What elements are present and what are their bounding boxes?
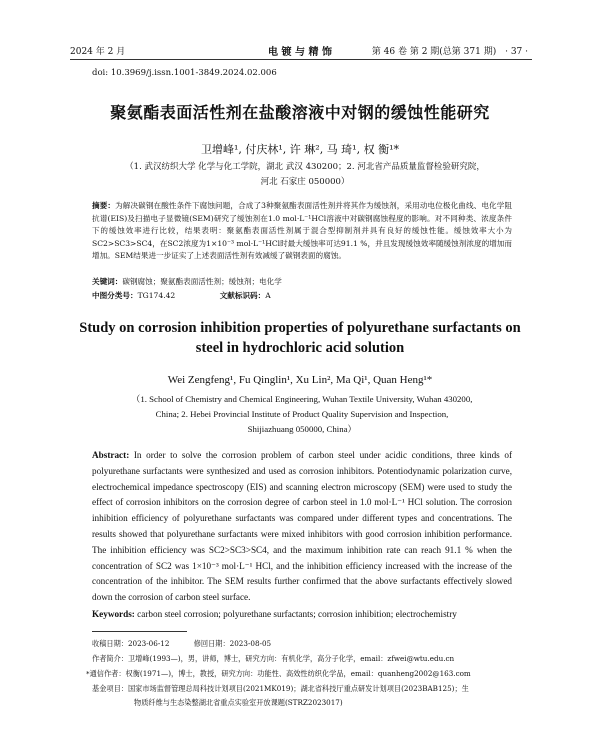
- document-id-value: A: [265, 291, 271, 300]
- funding-line: 物质纤维与生态染整湖北省重点实验室开放课题(STRZ2023017): [134, 698, 343, 707]
- english-affiliation-line: Shijiazhuang 050000, China）: [247, 424, 357, 434]
- chinese-keywords-text: 碳钢腐蚀；聚氨酯表面活性剂；缓蚀剂；电化学: [122, 277, 282, 286]
- classification-value: TG174.42: [137, 291, 176, 300]
- header-volume-page: [372, 44, 528, 57]
- chinese-title: 聚氨酯表面活性剂在盐酸溶液中对钢的缓蚀性能研究: [110, 103, 490, 122]
- header-rule: [70, 59, 532, 60]
- english-keywords: [92, 609, 457, 619]
- chinese-affiliation-line: （1. 武汉纺织大学 化学与化工学院，湖北 武汉 430200；2. 河北省产品质量监督检验研究院，: [125, 162, 485, 172]
- funding-label: 基金项目：: [92, 684, 128, 693]
- header-page-number: · 37 ·: [505, 47, 528, 57]
- chinese-keywords: [92, 276, 282, 287]
- english-affiliation-line: （1. School of Chemistry and Chemical Engineering, Wuhan Textile University, Wuhan 430200,: [131, 394, 473, 404]
- chinese-abstract-label: 摘要：: [92, 201, 116, 210]
- footnote-dates: [92, 638, 522, 649]
- header-journal-name: 电 镀 与 精 饰: [268, 47, 332, 58]
- chinese-abstract: [92, 200, 512, 263]
- footnote-rule: [92, 631, 187, 632]
- document-id-label: 文献标识码：: [219, 291, 266, 300]
- chinese-keywords-label: 关键词：: [92, 277, 123, 286]
- received-date: 2023-06-12: [127, 639, 170, 648]
- english-title-line: Study on corrosion inhibition properties of polyurethane surfactants on: [79, 320, 521, 336]
- english-authors: Wei Zengfeng¹, Fu Qinglin¹, Xu Lin², Ma Qi¹, Quan Heng¹*: [167, 374, 433, 386]
- chinese-classification: [92, 290, 271, 301]
- english-title-line: steel in hydrochloric acid solution: [195, 340, 405, 356]
- received-label: 收稿日期：: [92, 639, 128, 648]
- classification-label: 中图分类号：: [92, 291, 138, 300]
- author-info: 卫增峰(1993—)，男，讲师，博士，研究方向：有机化学，高分子化学，email：zfwei@wtu.edu.cn: [127, 654, 455, 663]
- footnote-corresponding: [86, 668, 516, 679]
- english-keywords-text: carbon steel corrosion; polyurethane surfactants; corrosion inhibition; electrochemistry: [137, 609, 457, 619]
- english-keywords-label: Keywords:: [92, 609, 135, 619]
- corresponding-label: *通信作者：: [86, 669, 126, 678]
- header-issue-date: 2024 年 2 月: [70, 47, 126, 57]
- footnote-funding: [92, 683, 522, 708]
- chinese-affiliations: [100, 160, 510, 190]
- corresponding-info: 权衡(1971—)，博士，教授，研究方向：功能性、高效性纺织化学品，email：quanheng2002@163.com: [125, 669, 471, 678]
- chinese-affiliation-line: 河北 石家庄 050000）: [260, 177, 350, 187]
- english-abstract: [92, 448, 512, 606]
- english-abstract-text: In order to solve the corrosion problem of carbon steel under acidic conditions, three kinds of polyurethane surfactants were synthesized and used as corrosion inhibitors. Potentiodynamic polarization curve, electrochemical impedance spectroscopy (EIS) and scanning electron microscopy (SEM) were used to study the effect of corrosion inhibitors on the corrosion degree of carbon steel in 1.0 mol·L⁻¹ HCl solution. The corrosion inhibition efficiency of polyurethane surfactants was compared under different types and concentrations. The results showed that polyurethane surfactants were mixed inhibitors with good corrosion inhibition performance. The inhibition efficiency was SC2>SC3>SC4, and the maximum inhibition rate can reach 91.1 % when the concentration of SC2 was 1×10⁻³ mol·L⁻¹ HCl, and the inhibition efficiency increased with the increase of the concentration of the inhibitor. The SEM results further confirmed that the above surfactants effectively slowed down the corrosion of carbon steel surface.: [92, 450, 513, 603]
- author-info-label: 作者简介：: [92, 654, 128, 663]
- english-abstract-label: Abstract:: [92, 450, 130, 460]
- header-volume-info: 第 46 卷 第 2 期(总第 371 期): [371, 47, 497, 57]
- funding-line: 国家市场监督管理总局科技计划项目(2021MK019)；湖北省科技厅重点研发计划项目(2023BAB125)；生: [127, 684, 469, 693]
- revised-label: 修回日期：: [193, 639, 230, 648]
- english-title: [0, 318, 600, 358]
- revised-date: 2023-08-05: [229, 639, 272, 648]
- english-affiliation-line: China; 2. Hebei Provincial Institute of Product Quality Supervision and Inspection,: [155, 409, 449, 419]
- doi[interactable]: doi: 10.3969/j.issn.1001-3849.2024.02.006: [92, 68, 277, 78]
- chinese-authors: 卫增峰¹, 付庆林¹, 许 琳², 马 琦¹, 权 衡¹*: [200, 143, 399, 156]
- chinese-abstract-text: 为解决碳钢在酸性条件下腐蚀问题，合成了3种聚氨酯表面活性剂并将其作为缓蚀剂，采用动电位极化曲线、电化学阻抗谱(EIS)及扫描电子显微镜(SEM)研究了缓蚀剂在1.0 mol·L⁻¹HCl溶液中对碳钢腐蚀程度的影响。对不同种类、浓度条件下的缓蚀效率进行比较，结果表明：聚氨酯表面活性剂属于混合型抑制剂并具有良好的缓蚀性能。缓蚀效率大小为SC2>SC3>SC4，在SC2浓度为1×10⁻³ mol·L⁻¹HCl时最大缓蚀率可达91.1 %，并且发现缓蚀效率随缓蚀剂浓度的增加而增加。SEM结果进一步证实了上述表面活性剂有效减缓了碳钢表面的腐蚀。: [92, 201, 513, 261]
- footnote-author: [92, 653, 522, 664]
- english-affiliations: [92, 392, 512, 437]
